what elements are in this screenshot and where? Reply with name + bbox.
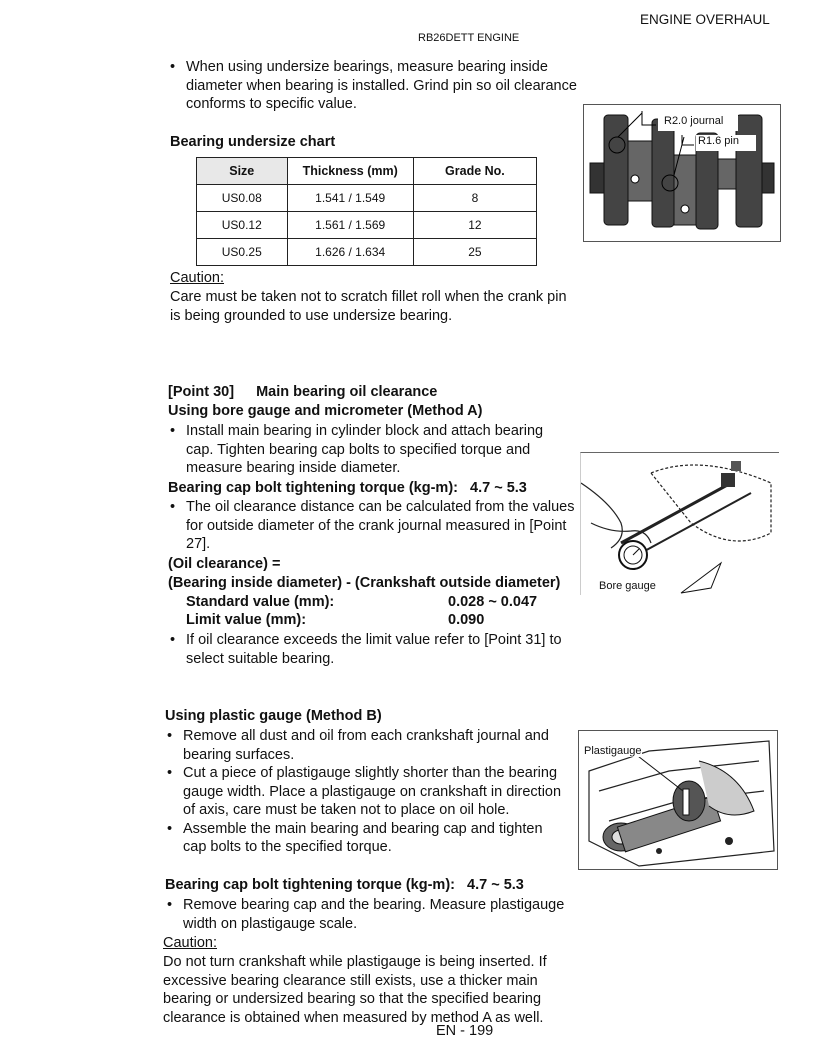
method-a-heading: Using bore gauge and micrometer (Method A): [168, 403, 483, 419]
formula-line-1: (Oil clearance) =: [168, 556, 281, 572]
torque-label: Bearing cap bolt tightening torque (kg-m):: [168, 480, 458, 496]
undersize-chart-title: Bearing undersize chart: [170, 134, 336, 150]
engine-header: RB26DETT ENGINE: [418, 32, 520, 44]
torque-label-b: Bearing cap bolt tightening torque (kg-m):: [165, 877, 455, 893]
cell: 1.561 / 1.569: [287, 212, 413, 239]
standard-label: Standard value (mm):: [186, 594, 335, 610]
torque-value-b: 4.7 ~ 5.3: [467, 877, 524, 893]
bore-gauge-illustration: [581, 453, 779, 595]
bore-gauge-figure: [580, 452, 779, 595]
list-item: • Assemble the main bearing and bearing cap and tighten cap bolts to the specified torque.: [165, 820, 567, 857]
cell: 12: [413, 212, 536, 239]
cell: 25: [413, 239, 536, 266]
caution-label-b: Caution:: [163, 935, 218, 951]
cell: US0.08: [197, 185, 288, 212]
plastigauge-figure: [578, 730, 778, 870]
col-grade: Grade No.: [413, 158, 536, 185]
plastigauge-label: Plastigauge: [584, 745, 642, 757]
intro-bullets: [168, 58, 578, 114]
install-bearing-bullet: • Install main bearing in cylinder block and attach bearing cap. Tighten bearing cap bolts to specified torque and measure bearing inside diameter.: [168, 422, 568, 478]
caution-label: Caution:: [170, 270, 225, 286]
torque-value: 4.7 ~ 5.3: [470, 480, 527, 496]
undersize-table: [196, 157, 537, 266]
point30-heading: [168, 384, 437, 400]
method-b-bullets-2: [165, 896, 567, 933]
section-header: ENGINE OVERHAUL: [640, 12, 770, 27]
cell: 1.626 / 1.634: [287, 239, 413, 266]
cell: 8: [413, 185, 536, 212]
col-size: Size: [197, 158, 288, 185]
limit-label: Limit value (mm):: [186, 612, 307, 628]
table-header-row: [197, 158, 537, 185]
list-item: • Remove bearing cap and the bearing. Measure plastigauge width on plastigauge scale.: [165, 896, 567, 933]
point30-bullets-1: [168, 422, 568, 478]
formula-line-2: (Bearing inside diameter) - (Crankshaft outside diameter): [168, 575, 561, 591]
bore-gauge-label: Bore gauge: [599, 580, 656, 592]
caution-text-b: Do not turn crankshaft while plastigauge is being inserted. If excessive bearing clearance still exists, use a thicker main bearing or undersized bearing so that the specified bearing clearance is obtained when measured by method A as well.: [163, 954, 547, 1026]
table-row: [197, 239, 537, 266]
method-b-heading: Using plastic gauge (Method B): [165, 708, 382, 724]
cell: US0.12: [197, 212, 288, 239]
standard-value: 0.028 ~ 0.047: [448, 594, 538, 610]
col-thickness: Thickness (mm): [287, 158, 413, 185]
table-row: [197, 185, 537, 212]
table-row: [197, 212, 537, 239]
pin-label: R1.6 pin: [698, 135, 739, 147]
torque-line-a: [168, 480, 527, 496]
point30-bullets-2: [168, 498, 580, 554]
point-title: Main bearing oil clearance: [256, 384, 438, 400]
page-number: EN - 199: [436, 1023, 494, 1039]
caution-text: Care must be taken not to scratch fillet roll when the crank pin is being grounded to use undersize bearing.: [170, 289, 567, 324]
intro-bullet: • When using undersize bearings, measure bearing inside diameter when bearing is installed. Grind pin so oil clearance conforms to specific value.: [168, 58, 578, 114]
list-item: • Remove all dust and oil from each crankshaft journal and bearing surfaces.: [165, 727, 567, 764]
calc-bullet: • The oil clearance distance can be calculated from the values for outside diameter of the crank journal measured in [Point 27].: [168, 498, 580, 554]
cell: 1.541 / 1.549: [287, 185, 413, 212]
journal-label: R2.0 journal: [664, 115, 724, 127]
list-item: • Cut a piece of plastigauge slightly shorter than the bearing gauge width. Place a plastigauge on crankshaft in direction of axis, care must be taken not to place on oil hole.: [165, 764, 567, 820]
crankshaft-fillet-figure: [583, 104, 781, 242]
limit-value: 0.090: [448, 612, 485, 628]
point30-bullets-3: [168, 631, 580, 668]
exceed-limit-bullet: • If oil clearance exceeds the limit value refer to [Point 31] to select suitable bearing.: [168, 631, 580, 668]
method-b-bullets: [165, 727, 567, 857]
cell: US0.25: [197, 239, 288, 266]
point-number: [Point 30]: [168, 384, 235, 400]
torque-line-b: [165, 877, 524, 893]
